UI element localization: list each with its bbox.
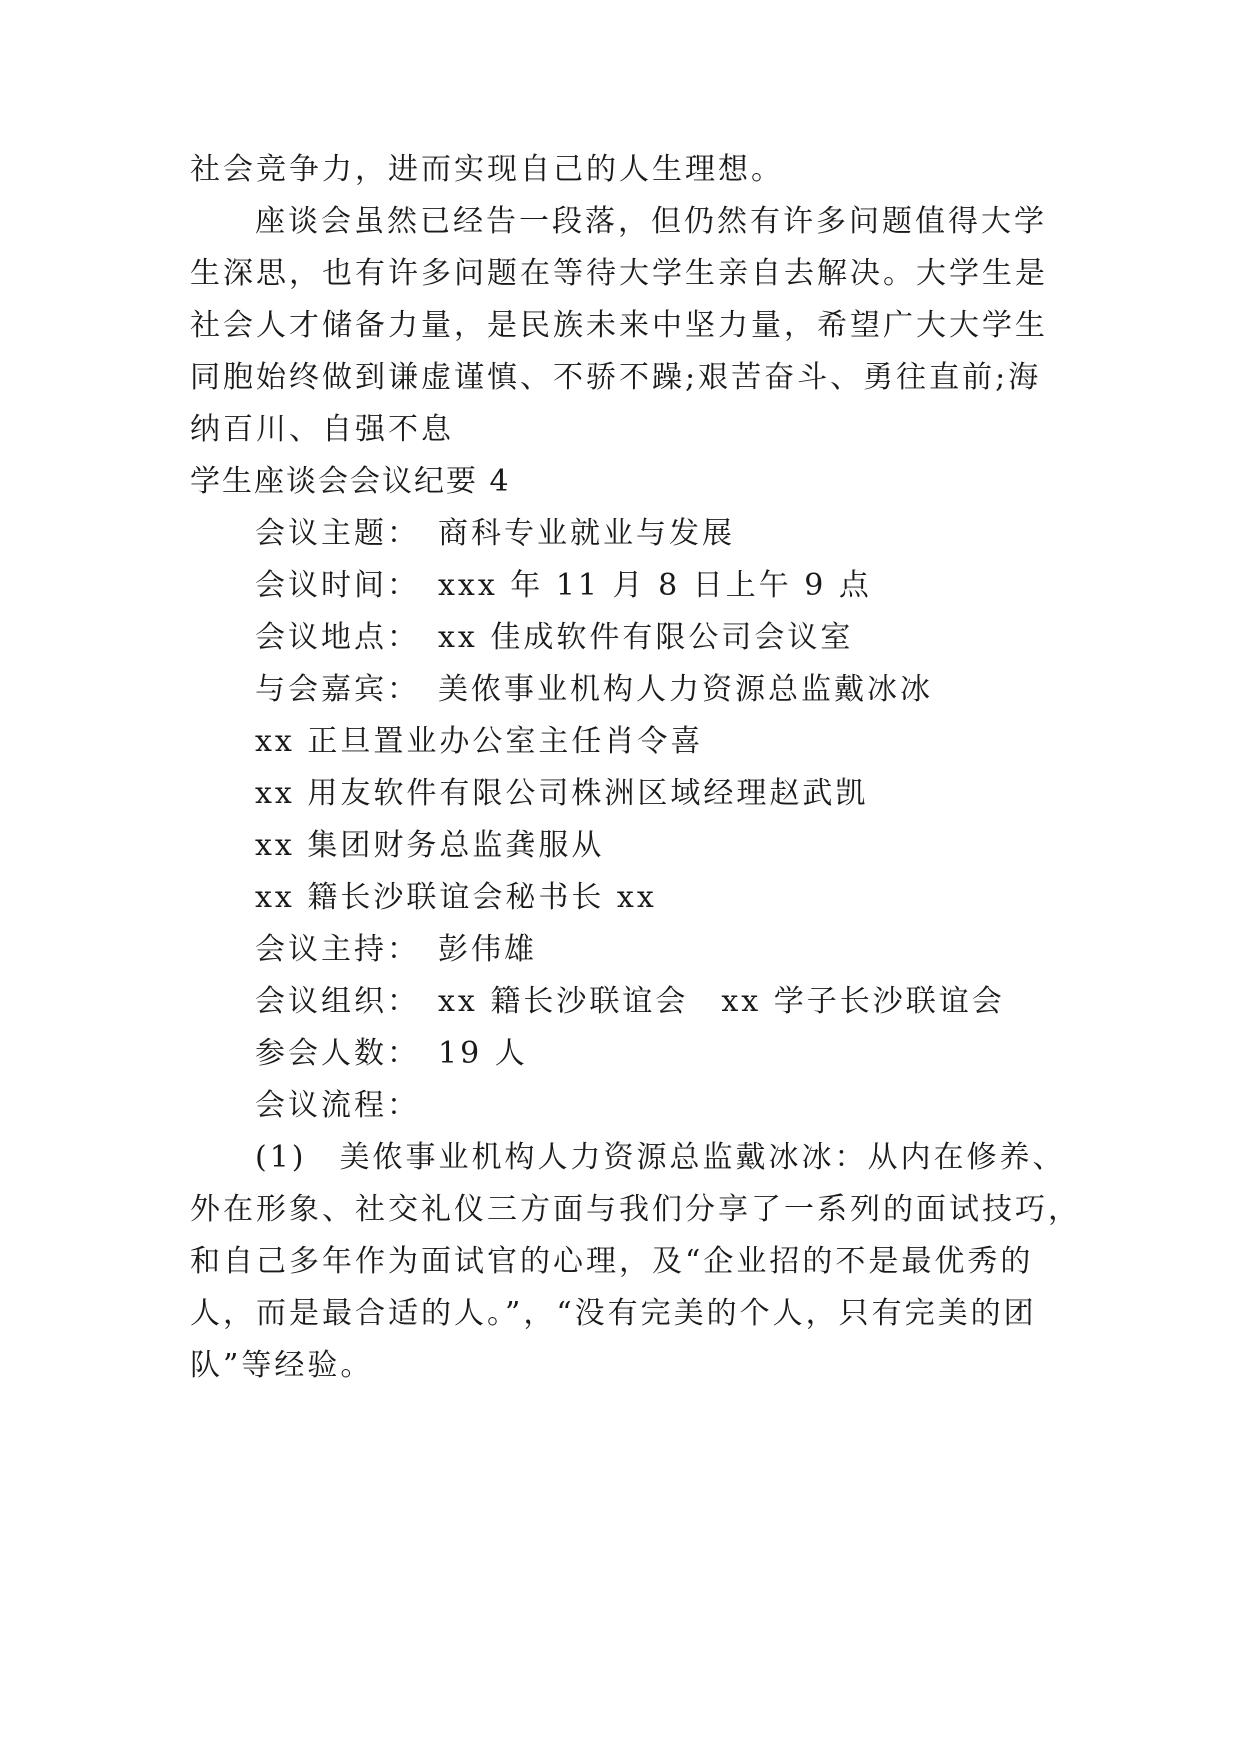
meeting-host: 会议主持： 彭伟雄 bbox=[255, 932, 537, 967]
meeting-process-label: 会议流程： bbox=[255, 1088, 420, 1123]
guest-line: xx 正旦置业办公室主任肖令喜 bbox=[255, 724, 704, 759]
process-item-line: 外在形象、社交礼仪三方面与我们分享了一系列的面试技巧， bbox=[190, 1192, 1081, 1227]
paragraph-line: 座谈会虽然已经告一段落，但仍然有许多问题值得大学 bbox=[255, 204, 1047, 239]
meeting-time: 会议时间： xxx 年 11 月 8 日上午 9 点 bbox=[255, 568, 872, 603]
paragraph-line: 生深思，也有许多问题在等待大学生亲自去解决。大学生是 bbox=[190, 256, 1048, 291]
process-item-line: 队”等经验。 bbox=[190, 1348, 374, 1383]
process-item-line: (1) 美侬事业机构人力资源总监戴冰冰：从内在修养、 bbox=[255, 1140, 1066, 1175]
meeting-attendees: 参会人数： 19 人 bbox=[255, 1036, 528, 1071]
paragraph-line: 社会人才储备力量，是民族未来中坚力量，希望广大大学生 bbox=[190, 308, 1048, 343]
meeting-theme: 会议主题： 商科专业就业与发展 bbox=[255, 516, 735, 551]
paragraph-line: 纳百川、自强不息 bbox=[190, 412, 454, 447]
section-title: 学生座谈会会议纪要 4 bbox=[190, 464, 511, 499]
paragraph-line: 同胞始终做到谦虚谨慎、不骄不躁;艰苦奋斗、勇往直前;海 bbox=[190, 360, 1042, 395]
process-item-line: 人，而是最合适的人。”，“没有完美的个人，只有完美的团 bbox=[190, 1296, 1037, 1331]
meeting-guests: 与会嘉宾： 美侬事业机构人力资源总监戴冰冰 bbox=[255, 672, 933, 707]
guest-line: xx 籍长沙联谊会秘书长 xx bbox=[255, 880, 657, 915]
guest-line: xx 用友软件有限公司株洲区域经理赵武凯 bbox=[255, 776, 869, 811]
guest-line: xx 集团财务总监龚服从 bbox=[255, 828, 605, 863]
paragraph-line: 社会竞争力，进而实现自己的人生理想。 bbox=[190, 152, 784, 187]
meeting-organizer: 会议组织： xx 籍长沙联谊会 xx 学子长沙联谊会 bbox=[255, 984, 1005, 1019]
process-item-line: 和自己多年作为面试官的心理，及“企业招的不是最优秀的 bbox=[190, 1244, 1034, 1279]
meeting-location: 会议地点： xx 佳成软件有限公司会议室 bbox=[255, 620, 854, 655]
